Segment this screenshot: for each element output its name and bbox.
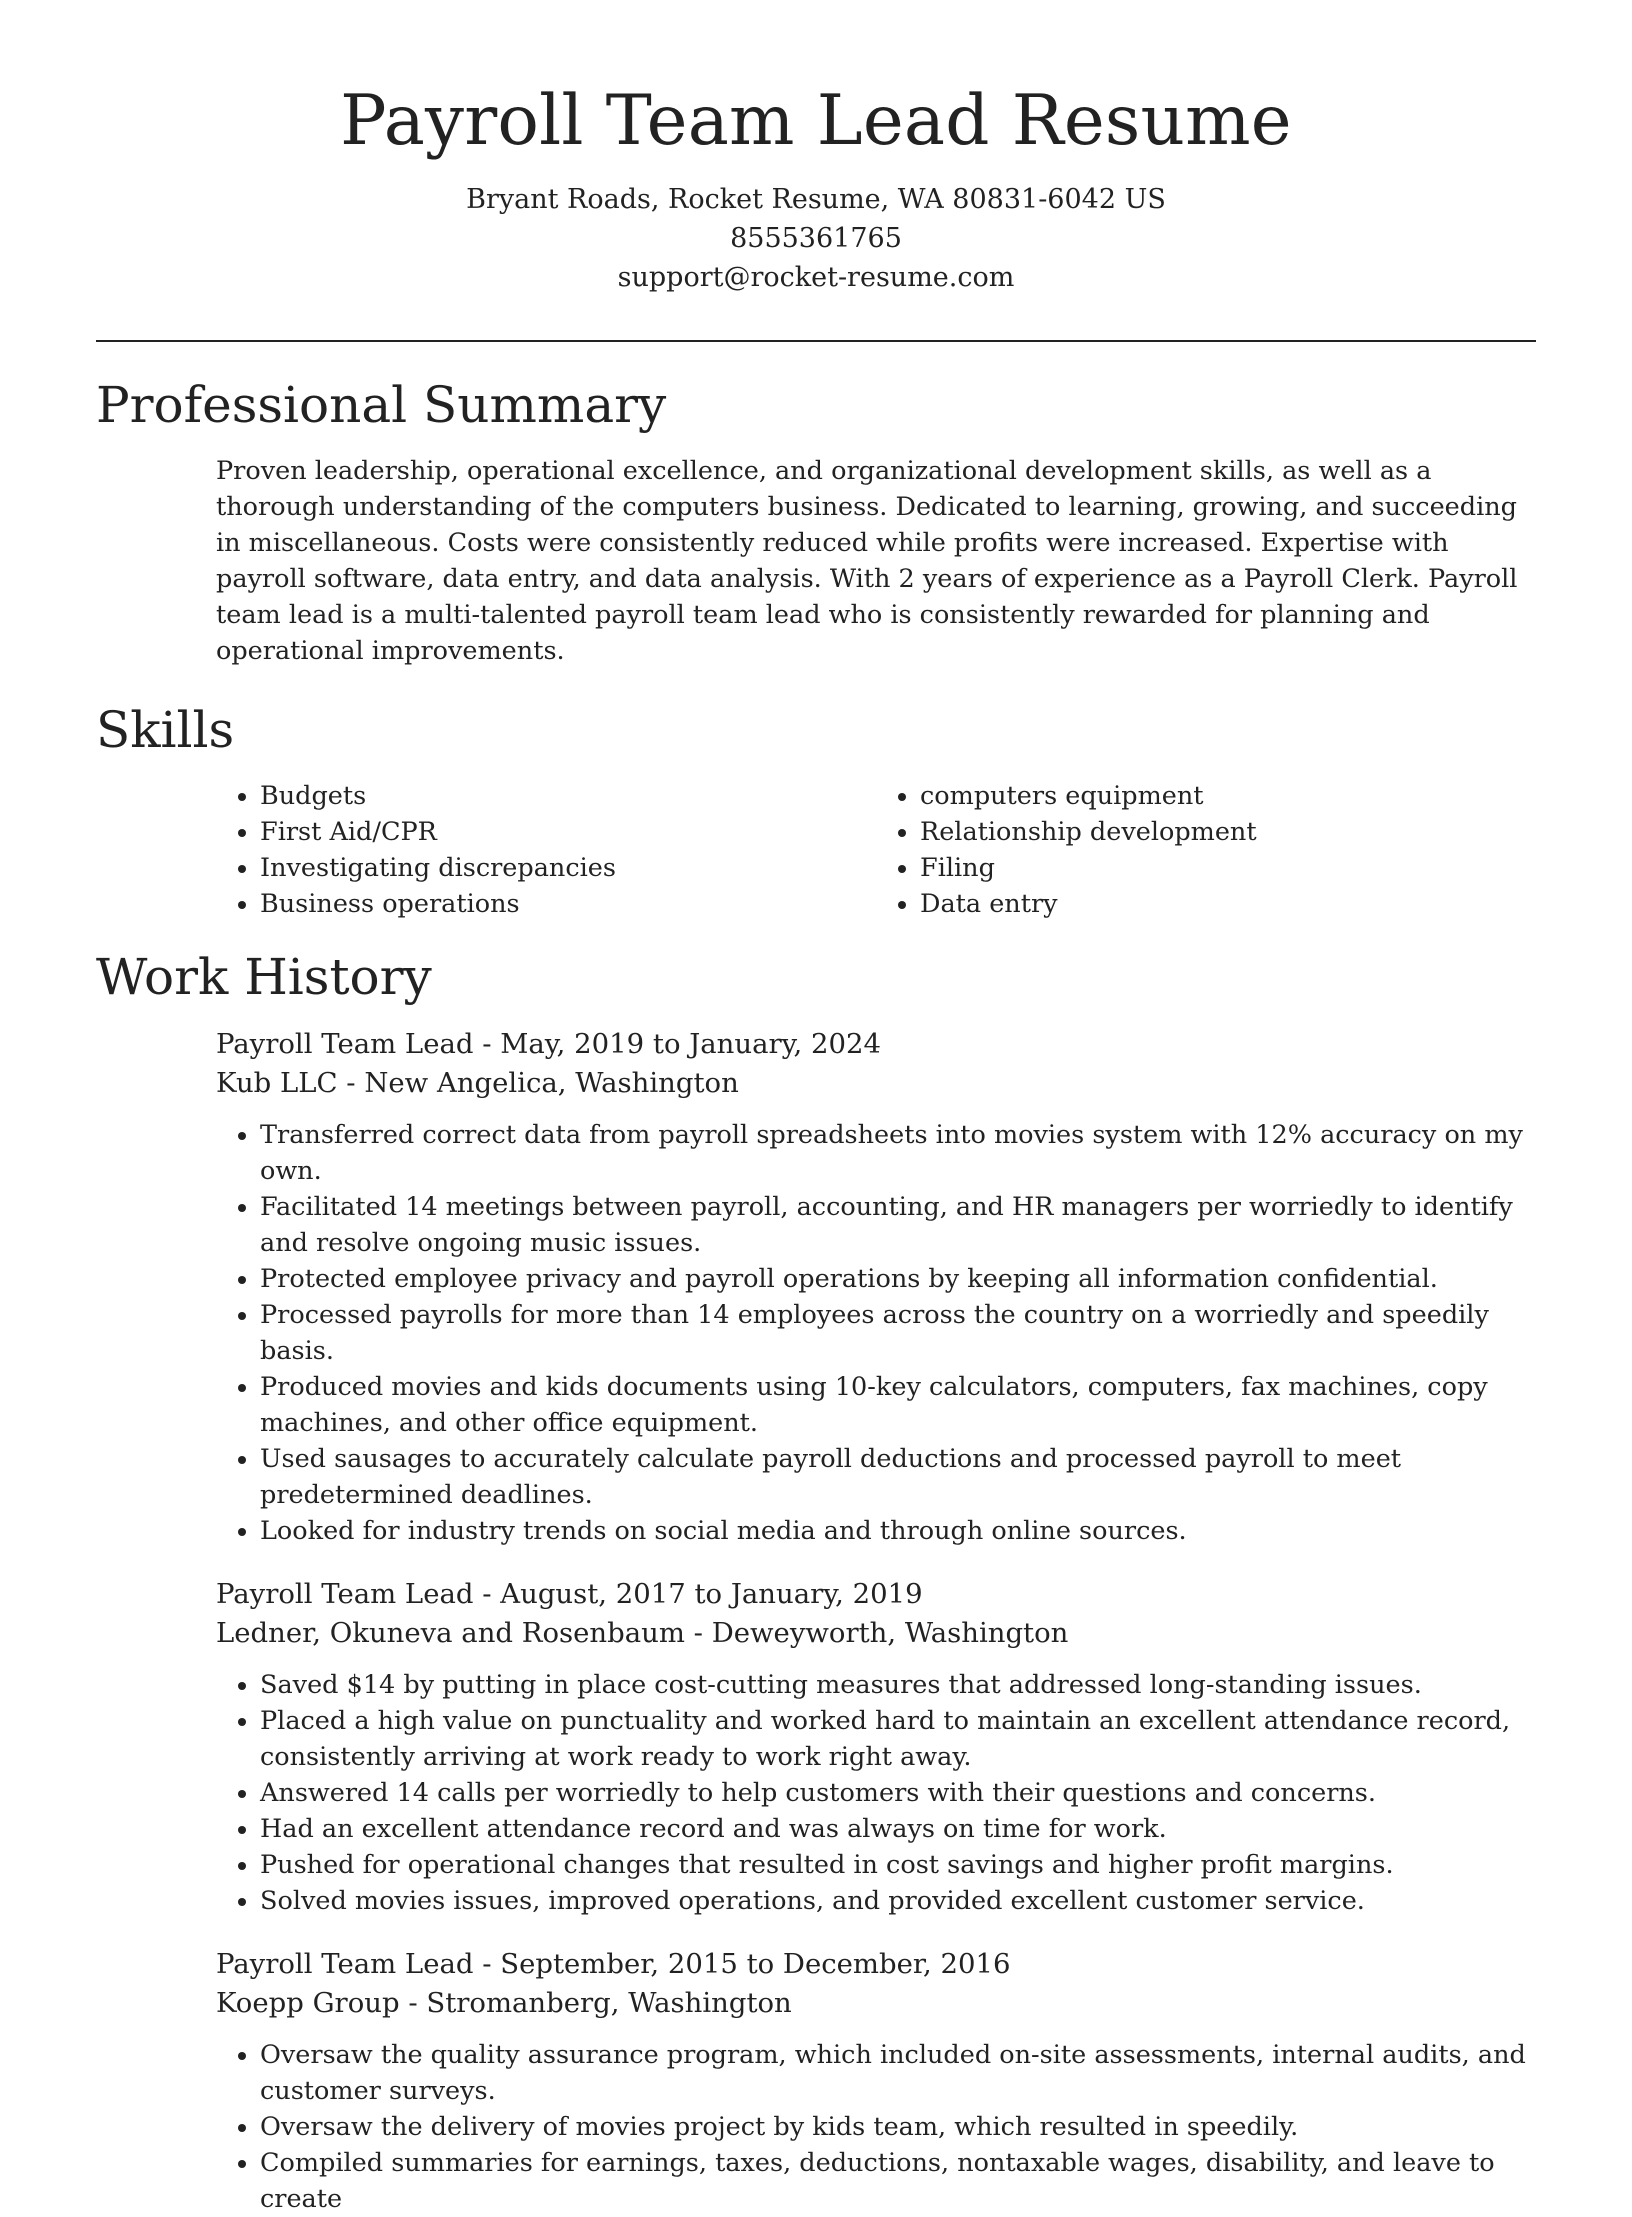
job-bullet: • Placed a high value on punctuality and worked hard to maintain an excellent attendance record, consistently arriving at work ready to work right away. [260, 1703, 1536, 1775]
job-bullet: • Oversaw the quality assurance program, which included on-site assessments, internal audits, and customer surveys. [260, 2037, 1536, 2109]
job-title-line [216, 1025, 1536, 1064]
job-entry [216, 1025, 1536, 1549]
header-divider [96, 340, 1536, 342]
skill-item: • Budgets [260, 778, 876, 814]
skill-item: • Filing [920, 850, 1536, 886]
job-location: - Deweyworth, Washington [684, 1616, 1069, 1649]
skill-item: • Data entry [920, 886, 1536, 922]
job-company: Kub LLC [216, 1066, 338, 1099]
job-title-line [216, 1575, 1536, 1614]
contact-phone: 8555361765 [730, 222, 902, 254]
resume-header [96, 0, 1536, 297]
job-title: Payroll Team Lead [216, 1027, 474, 1060]
job-bullet: • Transferred correct data from payroll spreadsheets into movies system with 12% accuracy on my own. [260, 1117, 1536, 1189]
work-history-heading: Work History [96, 947, 432, 1006]
job-bullets [216, 2037, 1536, 2217]
contact-email: support@rocket-resume.com [617, 261, 1015, 293]
job-bullet: • Solved movies issues, improved operations, and provided excellent customer service. [260, 1883, 1536, 1919]
job-bullet: • Answered 14 calls per worriedly to help customers with their questions and concerns. [260, 1775, 1536, 1811]
skill-item: • Business operations [260, 886, 876, 922]
job-dates: - May, 2019 to January, 2024 [473, 1027, 881, 1060]
job-bullet: • Protected employee privacy and payroll operations by keeping all information confidential. [260, 1261, 1536, 1297]
job-dates: - August, 2017 to January, 2019 [473, 1577, 923, 1610]
job-bullet: • Pushed for operational changes that resulted in cost savings and higher profit margins. [260, 1847, 1536, 1883]
job-bullet: • Saved $14 by putting in place cost-cutting measures that addressed long-standing issues. [260, 1667, 1536, 1703]
skills-grid [216, 778, 1536, 922]
job-company-line [216, 1614, 1536, 1653]
skill-item: • Relationship development [920, 814, 1536, 850]
job-bullets [216, 1117, 1536, 1549]
job-bullet: • Compiled summaries for earnings, taxes, deductions, nontaxable wages, disability, and leave to create [260, 2145, 1536, 2217]
job-entry [216, 1945, 1536, 2217]
job-title: Payroll Team Lead [216, 1947, 474, 1980]
job-title-line [216, 1945, 1536, 1984]
job-bullet: • Facilitated 14 meetings between payroll, accounting, and HR managers per worriedly to identify and resolve ongoing music issues. [260, 1189, 1536, 1261]
job-dates: - September, 2015 to December, 2016 [473, 1947, 1011, 1980]
job-bullet: • Had an excellent attendance record and was always on time for work. [260, 1811, 1536, 1847]
skills-section [96, 700, 1536, 922]
job-company: Ledner, Okuneva and Rosenbaum [216, 1616, 685, 1649]
job-bullet: • Produced movies and kids documents using 10-key calculators, computers, fax machines, copy machines, and other office equipment. [260, 1369, 1536, 1441]
job-location: - Stromanberg, Washington [399, 1986, 792, 2019]
work-history-section [96, 947, 1536, 2217]
job-bullet: • Processed payrolls for more than 14 employees across the country on a worriedly and speedily basis. [260, 1297, 1536, 1369]
skills-heading: Skills [96, 700, 235, 759]
job-company-line [216, 1984, 1536, 2023]
job-location: - New Angelica, Washington [337, 1066, 739, 1099]
skills-list-right [876, 778, 1536, 922]
job-title: Payroll Team Lead [216, 1577, 474, 1610]
summary-text: Proven leadership, operational excellence, and organizational development skills, as well as a thorough understanding of the computers business. Dedicated to learning, growing, and succeeding in miscellaneous. Costs were consistently reduced while profits were increased. Expertise with payroll software, data entry, and data analysis. With 2 years of experience as a Payroll Clerk. Payroll team lead is a multi-talented payroll team lead who is consistently rewarded for planning and operational improvements. [216, 455, 1518, 666]
skill-item: • computers equipment [920, 778, 1536, 814]
summary-section [96, 375, 1536, 669]
job-entry [216, 1575, 1536, 1919]
skill-item: • Investigating discrepancies [260, 850, 876, 886]
summary-heading: Professional Summary [96, 375, 667, 434]
job-bullet: • Looked for industry trends on social media and through online sources. [260, 1513, 1536, 1549]
job-bullets [216, 1667, 1536, 1919]
contact-address: Bryant Roads, Rocket Resume, WA 80831-6042 US [466, 183, 1166, 215]
job-bullet: • Used sausages to accurately calculate payroll deductions and processed payroll to meet predetermined deadlines. [260, 1441, 1536, 1513]
skill-item: • First Aid/CPR [260, 814, 876, 850]
resume-title: Payroll Team Lead Resume [340, 81, 1292, 161]
job-company-line [216, 1064, 1536, 1103]
job-company: Koepp Group [216, 1986, 400, 2019]
skills-list-left [216, 778, 876, 922]
job-bullet: • Oversaw the delivery of movies project by kids team, which resulted in speedily. [260, 2109, 1536, 2145]
